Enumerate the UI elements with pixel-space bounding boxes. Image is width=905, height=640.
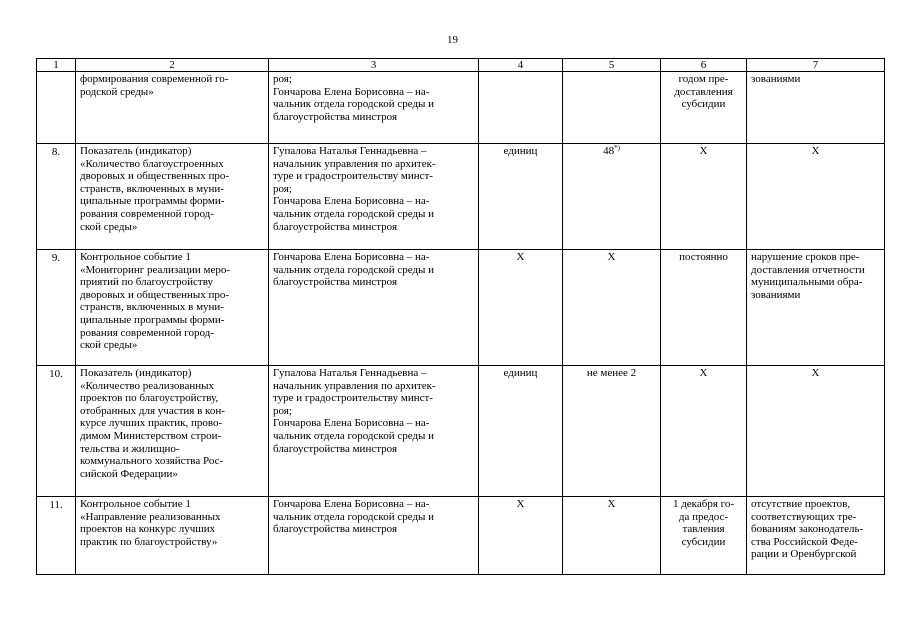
text-line: проектов на конкурс лучших xyxy=(80,523,216,536)
text-line: доставления отчетности xyxy=(751,263,865,276)
row-number: 10. xyxy=(37,366,76,497)
text-line: Показатель (индикатор) xyxy=(80,367,192,379)
text-line: роя; xyxy=(273,404,292,417)
text-line: благоустройства минстроя xyxy=(273,523,398,536)
text-line: отсутствие проектов, xyxy=(751,498,851,510)
value-text: не менее 2 xyxy=(586,367,637,379)
text-line: рования современной город- xyxy=(80,326,214,339)
text-line: начальник управления по архитек- xyxy=(273,157,436,170)
text-line: рования современной город- xyxy=(80,207,214,220)
responsible-cell xyxy=(269,497,479,575)
text-line: практик по благоустройству» xyxy=(80,535,218,548)
text-line: туре и градостроительству минст- xyxy=(273,392,433,405)
table-row xyxy=(37,144,885,250)
text-line: да предос- xyxy=(678,510,729,523)
text-line: ской среды» xyxy=(80,339,138,352)
text-line: благоустройства минстроя xyxy=(273,220,398,233)
text-line: роя; xyxy=(273,182,292,195)
text-line: коммунального хозяйства Рос- xyxy=(80,455,224,468)
text-line: родской среды» xyxy=(80,85,154,98)
indicator-cell xyxy=(76,497,269,575)
text-line: бованиям законодатель- xyxy=(751,523,864,536)
text-line: сийской Федерации» xyxy=(80,467,178,480)
unit-cell: единиц xyxy=(479,144,563,250)
text-line: нарушение сроков пре- xyxy=(751,251,860,263)
text-line: Гончарова Елена Борисовна – на- xyxy=(273,85,430,98)
text-line: доставления xyxy=(674,85,733,98)
text-line: Показатель (индикатор) xyxy=(80,145,192,157)
text-line: ства Российской Феде- xyxy=(751,535,858,548)
value-cell xyxy=(563,72,661,144)
row-number: 11. xyxy=(37,497,76,575)
text-line: Х xyxy=(811,145,820,157)
consequences-cell xyxy=(747,72,885,144)
page-number: 19 xyxy=(447,34,458,46)
row-number xyxy=(37,72,76,144)
text-line: дворовых и общественных про- xyxy=(80,288,230,301)
table-row xyxy=(37,72,885,144)
header-cell: 6 xyxy=(661,59,747,72)
deadline-cell xyxy=(661,497,747,575)
header-cell: 1 xyxy=(37,59,76,72)
unit-cell: единиц xyxy=(479,366,563,497)
text-line: Гупалова Наталья Геннадьевна – xyxy=(273,367,427,379)
text-line: проектов по благоустройству, xyxy=(80,392,219,405)
text-line: годом пре- xyxy=(678,73,729,85)
deadline-cell xyxy=(661,366,747,497)
text-line: Контрольное событие 1 xyxy=(80,251,191,263)
text-line: Гупалова Наталья Геннадьевна – xyxy=(273,145,427,157)
consequences-cell xyxy=(747,366,885,497)
text-line: отобранных для участия в кон- xyxy=(80,404,225,417)
value-text: Х xyxy=(607,498,616,510)
responsible-cell xyxy=(269,250,479,366)
text-line: чальник отдела городской среды и xyxy=(273,429,435,442)
text-line: начальник управления по архитек- xyxy=(273,379,436,392)
text-line: Гончарова Елена Борисовна – на- xyxy=(273,251,430,263)
row-number: 9. xyxy=(37,250,76,366)
column-number-header xyxy=(37,59,885,72)
header-cell: 7 xyxy=(747,59,885,72)
text-line: ципальные программы форми- xyxy=(80,313,225,326)
text-line: благоустройства минстроя xyxy=(273,110,398,123)
unit-cell: Х xyxy=(479,250,563,366)
text-line: формирования современной го- xyxy=(80,73,229,85)
text-line: «Количество реализованных xyxy=(80,379,215,392)
value-cell xyxy=(563,250,661,366)
text-line: дворовых и общественных про- xyxy=(80,170,230,183)
header-cell: 5 xyxy=(563,59,661,72)
text-line: зованиями xyxy=(751,73,801,85)
text-line: Х xyxy=(699,145,708,157)
text-line: «Направление реализованных xyxy=(80,510,221,523)
text-line: ской среды» xyxy=(80,220,138,233)
text-line: субсидии xyxy=(681,98,726,111)
text-line: странств, включенных в муни- xyxy=(80,182,224,195)
text-line: чальник отдела городской среды и xyxy=(273,263,435,276)
deadline-cell xyxy=(661,144,747,250)
deadline-cell xyxy=(661,72,747,144)
table-row xyxy=(37,366,885,497)
text-line: Контрольное событие 1 xyxy=(80,498,191,510)
consequences-cell xyxy=(747,497,885,575)
text-line: благоустройства минстроя xyxy=(273,276,398,289)
text-line: зованиями xyxy=(751,288,801,301)
text-line: чальник отдела городской среды и xyxy=(273,510,435,523)
text-line: благоустройства минстроя xyxy=(273,442,398,455)
unit-cell: Х xyxy=(479,497,563,575)
text-line: Гончарова Елена Борисовна – на- xyxy=(273,195,430,208)
text-line: соответствующих тре- xyxy=(751,510,857,523)
text-line: рации и Оренбургской xyxy=(751,548,857,561)
text-line: странств, включенных в муни- xyxy=(80,301,224,314)
text-line: Х xyxy=(699,367,708,379)
text-line: чальник отдела городской среды и xyxy=(273,207,435,220)
text-line: Гончарова Елена Борисовна – на- xyxy=(273,498,430,510)
text-line: тельства и жилищно- xyxy=(80,442,180,455)
value-cell xyxy=(563,497,661,575)
consequences-cell xyxy=(747,144,885,250)
text-line: Гончарова Елена Борисовна – на- xyxy=(273,417,430,430)
text-line: димом Министерством строи- xyxy=(80,429,222,442)
header-cell: 2 xyxy=(76,59,269,72)
text-line: субсидии xyxy=(681,535,726,548)
table-row xyxy=(37,250,885,366)
table-row xyxy=(37,497,885,575)
text-line: приятий по благоустройству xyxy=(80,276,214,289)
text-line: «Количество благоустроенных xyxy=(80,157,224,170)
text-line: постоянно xyxy=(679,251,728,263)
indicator-cell xyxy=(76,366,269,497)
text-line: чальник отдела городской среды и xyxy=(273,98,435,111)
value-text: Х xyxy=(607,251,616,263)
deadline-cell xyxy=(661,250,747,366)
value-cell xyxy=(563,366,661,497)
value-text: 48 xyxy=(603,145,615,157)
responsible-cell xyxy=(269,144,479,250)
text-line: муниципальными обра- xyxy=(751,276,863,289)
unit-cell xyxy=(479,72,563,144)
footnote-marker: *) xyxy=(614,144,620,152)
indicator-cell xyxy=(76,250,269,366)
indicator-cell xyxy=(76,72,269,144)
indicators-table xyxy=(36,58,885,575)
text-line: курсе лучших практик, прово- xyxy=(80,417,223,430)
text-line: туре и градостроительству минст- xyxy=(273,170,433,183)
text-line: тавления xyxy=(682,523,725,536)
row-number: 8. xyxy=(37,144,76,250)
responsible-cell xyxy=(269,366,479,497)
indicator-cell xyxy=(76,144,269,250)
responsible-cell xyxy=(269,72,479,144)
text-line: роя; xyxy=(273,73,292,85)
header-cell: 4 xyxy=(479,59,563,72)
text-line: 1 декабря го- xyxy=(672,498,735,510)
text-line: Х xyxy=(811,367,820,379)
text-line: «Мониторинг реализации меро- xyxy=(80,263,230,276)
text-line: ципальные программы форми- xyxy=(80,195,225,208)
header-cell: 3 xyxy=(269,59,479,72)
consequences-cell xyxy=(747,250,885,366)
value-cell xyxy=(563,144,661,250)
